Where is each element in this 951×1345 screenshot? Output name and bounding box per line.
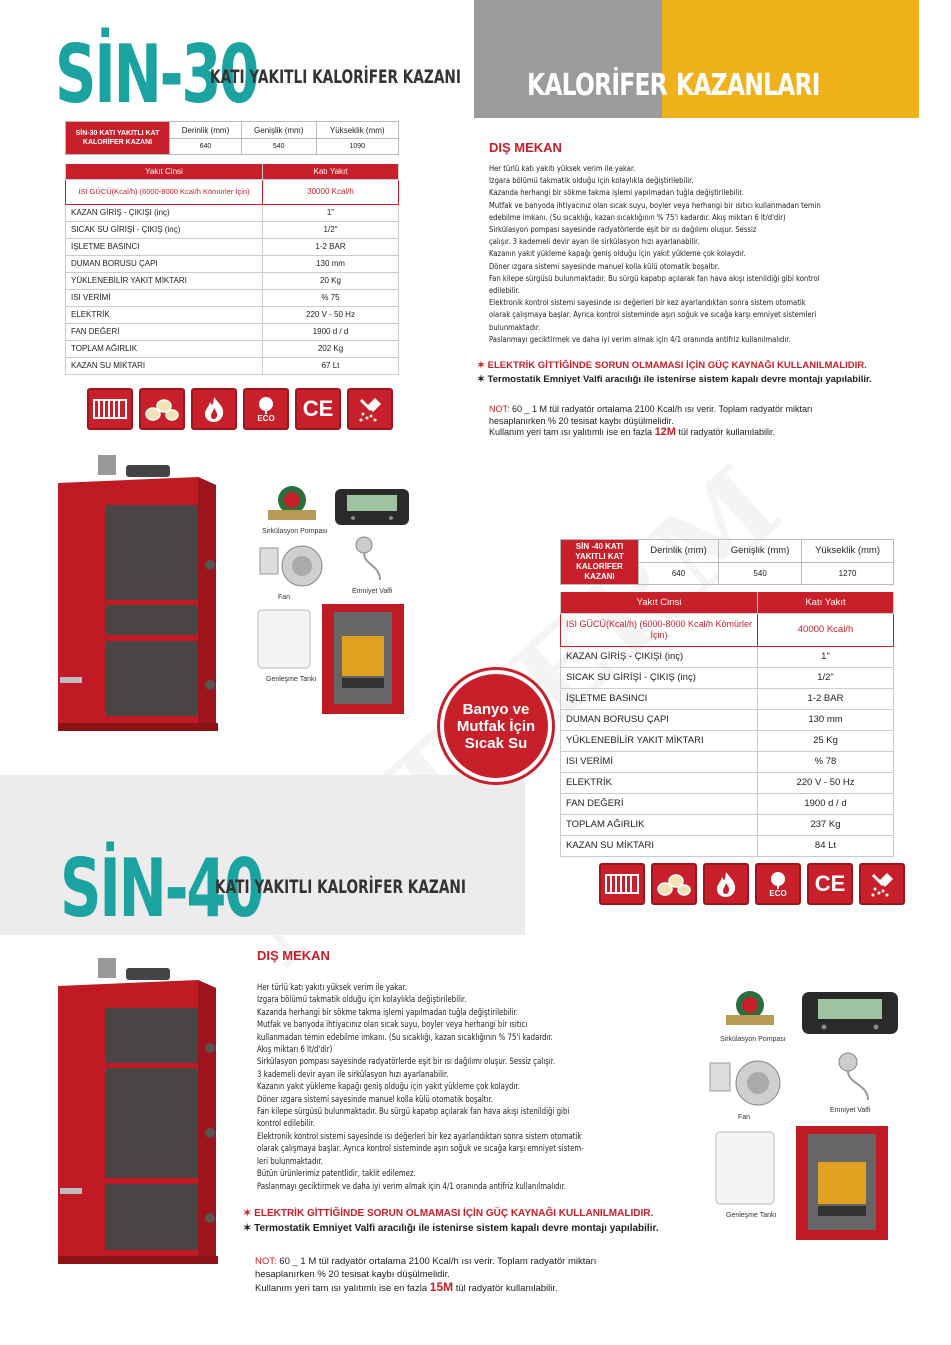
dim-header: Yükseklik (mm) [316,122,398,139]
sin40-boiler-image [48,958,223,1268]
description-line: Sirkülasyon pompası sayesinde radyatörlerde eşit bir ısı dağılımı oluşur. Sessiz çalışır. [257,1057,556,1068]
spec-row-label: YÜKLENEBİLİR YAKIT MİKTARI [66,272,263,289]
fuel-label: ISI GÜCÜ(Kcal/h) (6000-8000 Kcal/h Kömürler İçin) [561,613,758,646]
sin30-dim-label: SİN-30 KATI YAKITLI KAT KALORİFER KAZANI [66,122,170,155]
sin40-heading: DIŞ MEKAN [257,948,330,963]
warn-text: ELEKTRİK GİTTİĞİNDE SORUN OLMAMASI İÇİN GÜÇ KAYNAĞI KULLANILMALIDIR. [254,1208,654,1219]
dim-value: 640 [170,139,242,155]
controller-image [800,988,900,1040]
spec-row-value: 1/2" [263,221,399,238]
sin40-subtitle: KATI YAKITLI KALORİFER KAZANI [215,876,466,898]
sin40-warning-valve: ✶ Termostatik Emniyet Valfi aracılığı ile istenirse sistem kapalı devre montajı yapılabilir. [243,1223,659,1234]
spec-row [561,835,894,856]
spec-row [561,688,894,709]
circulation-pump-image [720,985,780,1035]
warn-text: Termostatik Emniyet Valfi aracılığı ile istenirse sistem kapalı devre montajı yapılabilir. [487,374,872,385]
radiator-icon [599,863,645,905]
dim-header: Derinlik (mm) [639,540,719,563]
description-line: Mutfak ve banyoda ihtiyacınız olan sıcak suyu, boyler veya herhangi bir ısıtıcı kullanmadan temin [489,199,821,210]
shower-icon [347,388,393,430]
sin30-spec-table [65,164,399,375]
dim-value: 1270 [802,562,894,585]
spec-row-label: ELEKTRİK [66,306,263,323]
description-line: çalışır. 3 kademeli devir ayarı ile sirkülasyon hızı ayarlanabilir. [489,236,700,247]
spec-row-value: 1" [263,204,399,221]
spec-row [561,709,894,730]
spec-row-value: 220 V - 50 Hz [263,306,399,323]
dim-header: Genişlik (mm) [241,122,316,139]
note-line: Kullanım yeri tam ısı yalıtımlı ise en fazla [255,1283,430,1294]
spec-row [66,204,399,221]
eco-label: ECO [257,413,275,423]
spec-row-value: 237 Kg [758,814,894,835]
warn-text: Termostatik Emniyet Valfi aracılığı ile istenirse sistem kapalı devre montajı yapılabilir. [254,1223,659,1234]
description-line: Kazanın yakıt yükleme kapağı geniş olduğu için yakıt yükleme çok kolaydır. [257,1082,520,1093]
firewood-icon [139,388,185,430]
caption-valve: Emniyet Valfi [352,588,393,595]
spec-row-label: KAZAN SU MİKTARI [561,835,758,856]
eco-label: ECO [769,888,787,898]
spec-head: Katı Yakıt [263,164,399,179]
description-line: Döner ızgara sistemi sayesinde manuel kolla külü otomatik boşaltır. [489,260,720,271]
note-highlight: 12M [654,426,676,438]
dim-header: Derinlik (mm) [170,122,242,139]
header-word-kalorifer: KALORİFER [527,68,667,103]
note-line: Kullanım yeri tam ısı yalıtımlı ise en fazla [489,427,655,437]
description-line: Kazanda herhangi bir sökme takma işlemi yapılmadan tuğla değiştirilebilir. [257,1007,518,1018]
note-line: 60 _ 1 M tül radyatör ortalama 2100 Kcal/h ısı verir. Toplam radyatör miktarı [276,1256,597,1267]
spec-row-label: FAN DEĞERİ [561,793,758,814]
description-line: olarak çalışmaya başlar. Ayrıca kontrol sisteminde aşırı soğuk ve sıcağa karşı emniyet sistemleri [489,309,817,320]
note-line: tül radyatör kullanılabilir. [675,427,776,437]
description-line: 3 kademeli devir ayarı ile sirkülasyon hızı ayarlanabilir. [257,1069,449,1080]
flame-icon [191,388,237,430]
spec-head: Yakıt Cinsi [561,592,758,613]
spec-row [561,772,894,793]
dim-value: 540 [241,139,316,155]
description-line: edilebilir. [489,285,520,296]
spec-row [561,667,894,688]
spec-row-label: DUMAN BORUSU ÇAPI [561,709,758,730]
spec-row-value: % 75 [263,289,399,306]
spec-row [66,255,399,272]
spec-row-value: 1900 d / d [263,323,399,340]
controller-image [333,485,411,530]
description-line: Fan kilepe sürgüsü bulunmaktadır. Bu sürgü kapatıp açılarak fan hava akışı istenildiği gibi kontrol [489,272,820,283]
sin40-warning-power: ✶ ELEKTRİK GİTTİĞİNDE SORUN OLMAMASI İÇİN GÜÇ KAYNAĞI KULLANILMALIDIR. [243,1208,654,1219]
spec-row-label: FAN DEĞERİ [66,323,263,340]
caption-tank: Genleşme Tankı [266,676,317,683]
spec-row-value: 67 Lt [263,357,399,374]
badge-text: Banyo ve Mutfak İçin Sıcak Su [456,700,536,752]
sin30-heading: DIŞ MEKAN [489,140,562,155]
sin30-note [489,404,812,439]
spec-row [66,238,399,255]
dim-header: Yükseklik (mm) [802,540,894,563]
caption-fan: Fan [278,594,291,601]
dim-header: Genişlik (mm) [719,540,802,563]
dim-value: 640 [639,562,719,585]
header-word-kazanlari: KAZANLARI [676,68,820,103]
description-line: Her türlü katı yakıtı yüksek verim ile yakar. [489,163,636,173]
spec-row-value: 1" [758,646,894,667]
note-label: NOT: [255,1256,277,1267]
spec-row-value: 220 V - 50 Hz [758,772,894,793]
spec-head: Katı Yakıt [758,592,894,613]
spec-row-value: 20 Kg [263,272,399,289]
description-line: Izgara bölümü takmatik olduğu için kolaylıkla değiştirilebilir. [489,175,694,186]
spec-head: Yakıt Cinsi [66,164,263,179]
spec-row-label: DUMAN BORUSU ÇAPI [66,255,263,272]
caption-pump: Sirkülasyon Pompası [262,528,328,535]
flame-icon [703,863,749,905]
spec-row-label: TOPLAM AĞIRLIK [561,814,758,835]
fan-image [258,540,328,590]
description-line: Elektronik kontrol sistemi sayesinde ısı değerleri bir kez ayarlandıktan sonra sistem otomatik [489,297,806,308]
sin30-dimension-table [65,121,399,155]
expansion-tank-image [254,606,314,672]
eco-icon [755,863,801,905]
spec-row-value: 84 Lt [758,835,894,856]
note-label: NOT: [489,404,510,414]
spec-row-value: 1-2 BAR [263,238,399,255]
fuel-value: 40000 Kcal/h [758,613,894,646]
spec-row-label: İŞLETME BASINCI [66,238,263,255]
description-line: bulunmaktadır. [489,321,541,332]
spec-row [66,272,399,289]
description-line: kullanmadan temin edebilme imkanı. (Su sıcaklığı, kazan sıcaklığının % 75'i kadardır. [257,1032,553,1043]
description-line: Bütün ürünlerimiz patentlidir, taklit edilemez. [257,1169,416,1180]
spec-row-label: KAZAN GİRİŞ - ÇIKIŞI (inç) [66,204,263,221]
circulation-pump-image [262,480,322,530]
caption-fan: Fan [738,1114,751,1121]
expansion-tank-image [712,1128,778,1208]
description-line: Sirkülasyon pompası sayesinde radyatörlerde eşit bir ısı dağılımı oluşur. Sessiz [489,224,757,235]
spec-row [561,646,894,667]
spec-row [66,221,399,238]
description-line: Kazanda herhangi bir sökme takma işlemi yapılmadan tuğla değiştirilebilir. [489,187,744,198]
description-line: Izgara bölümü takmatik olduğu için kolaylıkla değiştirilebilir. [257,995,467,1006]
sin30-subtitle: KATI YAKITLI KALORİFER KAZANI [210,66,461,88]
spec-row [561,814,894,835]
description-line: edebilme imkanı. (Su sıcaklığı, kazan sıcaklığının % 75'i kadardır. Akış miktarı 6 lt/d'dir) [489,211,786,222]
spec-row [66,340,399,357]
ce-label: CE [302,396,334,421]
spec-row-label: KAZAN GİRİŞ - ÇIKIŞI (inç) [561,646,758,667]
sin40-note [255,1256,596,1296]
description-line: Paslanmayı geciktirmek ve daha iyi verim almak için 4/1 oranında antifriz kullanılmalıdır. [257,1181,566,1192]
sin40-description [257,982,655,1193]
ce-label: CE [814,871,846,896]
dim-value: 1090 [316,139,398,155]
ce-mark-icon [295,388,341,430]
description-line: Her türlü katı yakıtı yüksek verim ile yakar. [257,983,407,993]
spec-row-label: ELEKTRİK [561,772,758,793]
spec-row-label: ISI VERİMİ [66,289,263,306]
spec-row [66,323,399,340]
cutaway-image [318,596,408,716]
safety-valve-image [350,535,390,585]
spec-row-label: İŞLETME BASINCI [561,688,758,709]
description-line: Kazanın yakıt yükleme kapağı geniş olduğu için yakıt yükleme çok kolaydır. [489,248,746,259]
sin40-model-title: SİN-40 [60,842,263,935]
description-line: Mutfak ve banyoda ihtiyacınız olan sıcak suyu, boyler veya herhangi bir ısıtıcı [257,1020,528,1031]
sin40-spec-table [560,592,894,857]
description-line: Paslanmayı geciktirmek ve daha iyi verim almak için 4/1 oranında antifriz kullanılmalıdır. [489,333,791,344]
spec-row-label: SICAK SU GİRİŞİ - ÇIKIŞ (inç) [66,221,263,238]
spec-row-value: 130 mm [758,709,894,730]
sin30-warning-power: ✶ ELEKTRİK GİTTİĞİNDE SORUN OLMAMASI İÇİN GÜÇ KAYNAĞI KULLANILMALIDIR. [477,360,867,371]
sin40-dim-label: SİN -40 KATI YAKITLI KAT KALORİFER KAZANI [561,540,639,585]
fan-image [708,1055,788,1110]
sin40-icon-strip [599,863,905,905]
firewood-icon [651,863,697,905]
spec-row [561,730,894,751]
note-line: hesaplanırken % 20 tesisat kaybı düşülmelidir. [255,1268,450,1280]
safety-valve-image [832,1050,882,1105]
caption-pump: Sirkülasyon Pompası [720,1036,786,1043]
cutaway-image [792,1118,892,1243]
description-line: Fan kilepe sürgüsü bulunmaktadır. Bu sürgü kapatıp açılarak fan hava akışı istenildiği gibi [257,1107,570,1118]
spec-row-label: SICAK SU GİRİŞİ - ÇIKIŞ (inç) [561,667,758,688]
spec-row-label: YÜKLENEBİLİR YAKIT MİKTARI [561,730,758,751]
hot-water-badge [440,670,552,782]
spec-row [66,306,399,323]
spec-row [561,793,894,814]
spec-row [561,751,894,772]
spec-row-value: 130 mm [263,255,399,272]
description-line: olarak çalışmaya başlar. Ayrıca kontrol sisteminde aşırı soğuk ve sıcağa karşı emniyet sistem- [257,1144,584,1155]
spec-row-value: % 78 [758,751,894,772]
fuel-label: ISI GÜCÜ(Kcal/h) (6000-8000 Kcal/h Kömürler İçin) [66,179,263,204]
spec-row-label: ISI VERİMİ [561,751,758,772]
caption-valve: Emniyet Valfi [830,1107,871,1114]
ce-mark-icon [807,863,853,905]
description-line: Elektronik kontrol sistemi sayesinde ısı değerleri bir kez ayarlandıktan sonra sistem otomatik [257,1131,582,1142]
description-line: Döner ızgara sistemi sayesinde manuel kolla külü otomatik boşaltır. [257,1094,493,1105]
sin30-model-title: SİN-30 [55,28,258,121]
spec-row-label: KAZAN SU MİKTARI [66,357,263,374]
spec-row-value: 1-2 BAR [758,688,894,709]
spec-row-value: 202 Kg [263,340,399,357]
spec-row-value: 25 Kg [758,730,894,751]
eco-icon [243,388,289,430]
note-line: tül radyatör kullanılabilir. [453,1283,558,1294]
sin30-description [489,162,894,345]
note-line: hesaplanırken % 20 tesisat kaybı düşülmelidir. [489,415,674,426]
dim-value: 540 [719,562,802,585]
fuel-value: 30000 Kcal/h [263,179,399,204]
note-highlight: 15M [429,1280,454,1294]
description-line: leri bulunmaktadır. [257,1156,323,1167]
radiator-icon [87,388,133,430]
description-line: Akış miktarı 6 lt/d'dir) [257,1045,333,1056]
sin40-dimension-table [560,539,894,585]
note-line: 60 _ 1 M tül radyatör ortalama 2100 Kcal/h ısı verir. Toplam radyatör miktarı [509,404,813,414]
spec-row [66,289,399,306]
spec-row-value: 1900 d / d [758,793,894,814]
spec-row [66,357,399,374]
caption-tank: Genleşme Tankı [726,1212,777,1219]
warn-text: ELEKTRİK GİTTİĞİNDE SORUN OLMAMASI İÇİN GÜÇ KAYNAĞI KULLANILMALIDIR. [487,360,867,371]
sin30-icon-strip [87,388,393,430]
sin30-boiler-image [48,455,223,735]
shower-icon [859,863,905,905]
spec-row-label: TOPLAM AĞIRLIK [66,340,263,357]
sin30-warning-valve: ✶ Termostatik Emniyet Valfi aracılığı ile istenirse sistem kapalı devre montajı yapılabilir. [477,374,872,385]
spec-row-value: 1/2" [758,667,894,688]
description-line: kontrol edilebilir. [257,1119,315,1130]
